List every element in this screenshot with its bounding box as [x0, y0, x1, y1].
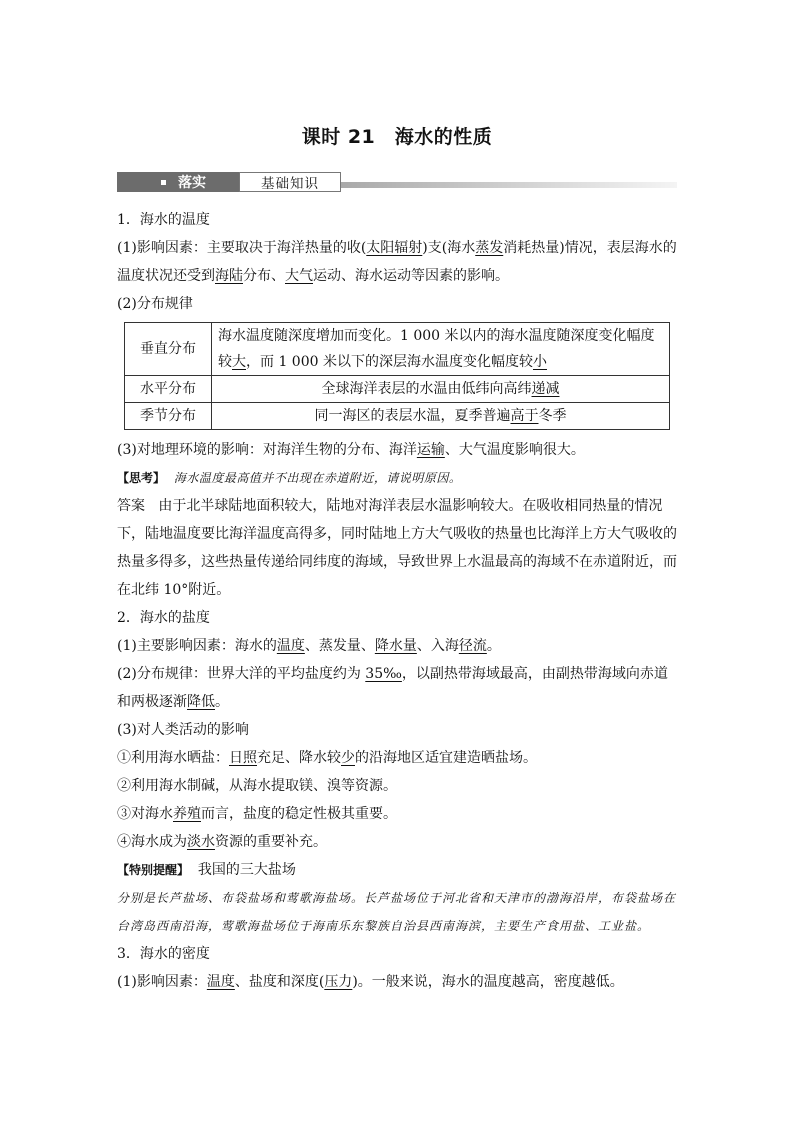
human-activity-heading: (3)对人类活动的影响	[117, 722, 249, 738]
think-question	[117, 464, 677, 492]
think-text: 海水温度最高值并不出现在赤道附近，请说明原因。	[173, 471, 462, 485]
text-segment: 全球海洋表层的水温由低纬向高纬	[321, 381, 532, 397]
answer-label: 答案	[117, 498, 145, 514]
text-segment: ，而 1 000 米以下的深层海水温度变化幅度较	[246, 354, 533, 370]
answer-blank: 养殖	[173, 806, 201, 822]
special-tip-heading	[117, 856, 677, 884]
answer-blank: 降低	[187, 694, 215, 710]
text-segment: (1)主要影响因素：海水的	[117, 638, 277, 654]
answer-blank: 压力	[324, 974, 353, 990]
banner-right-label: 基础知识	[239, 172, 341, 192]
answer-blank: 大气	[285, 268, 313, 284]
text-segment: 、蒸发量、	[304, 638, 375, 654]
think-label: 【思考】	[117, 471, 166, 485]
text-segment: 、大气温度影响很大。	[444, 442, 585, 458]
text-segment: (2)分布规律：世界大洋的平均盐度约为	[117, 666, 366, 682]
answer-blank: 小	[532, 354, 547, 370]
section-heading-density: 3．海水的密度	[117, 946, 210, 962]
answer-blank: 高于	[510, 408, 539, 424]
text-segment: 。	[486, 638, 501, 654]
section-banner	[117, 172, 677, 192]
text-segment: ③对海水	[117, 806, 173, 822]
text-segment: 同一海区的表层水温，夏季普遍	[314, 408, 511, 424]
tip-text: 分别是长芦盐场、布袋盐场和莺歌海盐场。长芦盐场位于河北省和天津市的渤海沿岸，布袋盐场在台湾岛西南沿海，莺歌海盐场位于海南乐东黎族自治县西南海滨，主要生产食用盐、工业盐。	[117, 891, 677, 933]
table-value-cell	[212, 376, 670, 403]
answer-blank: 运输	[416, 442, 445, 458]
section-heading-temperature: 1．海水的温度	[117, 212, 210, 228]
salinity-distribution	[117, 660, 677, 716]
answer-blank: 日照	[229, 750, 257, 766]
list-item	[117, 800, 677, 828]
square-icon	[161, 180, 166, 185]
text-segment: 的沿海地区适宜建造晒盐场。	[355, 750, 537, 766]
section-heading-salinity: 2．海水的盐度	[117, 610, 210, 626]
list-item	[117, 744, 677, 772]
distribution-heading: (2)分布规律	[117, 296, 193, 312]
page-title: 课时 21 海水的性质	[301, 126, 493, 148]
table-key-cell: 垂直分布	[125, 323, 212, 376]
answer-text: 由于北半球陆地面积较大，陆地对海洋表层水温影响较大。在吸收相同热量的情况下，陆地温度要比海洋温度高得多，同时陆地上方大气吸收的热量也比海洋上方大气吸收的热量多得多，这些热量传递给同纬度的海域，导致世界上水温最高的海域不在赤道附近，而在北纬 10°附近。	[117, 498, 677, 598]
tip-title: 我国的三大盐场	[197, 862, 296, 878]
answer-blank: 太阳辐射	[366, 240, 423, 256]
text-segment: 、入海	[416, 638, 459, 654]
text-segment: 消耗热量)情况，表层海水的温度状况还受到	[117, 240, 677, 284]
tip-label: 【特别提醒】	[117, 863, 190, 877]
table-key-cell: 水平分布	[125, 376, 212, 403]
answer-blank: 蒸发	[475, 240, 504, 256]
table-value-cell	[212, 323, 670, 376]
temperature-distribution-table	[124, 322, 670, 430]
answer-paragraph	[117, 492, 677, 604]
text-segment: 分布、	[243, 268, 285, 284]
document-body	[117, 206, 677, 996]
banner-tag-dark	[117, 172, 239, 192]
table-row	[125, 323, 670, 376]
text-segment: 、盐度和深度(	[234, 974, 325, 990]
text-segment: (3)对地理环境的影响：对海洋生物的分布、海洋	[117, 442, 417, 458]
answer-blank: 温度	[276, 638, 305, 654]
table-row	[125, 376, 670, 403]
answer-blank: 递减	[531, 381, 560, 397]
answer-blank: 大	[232, 354, 246, 370]
text-segment: 冬季	[538, 408, 567, 424]
text-segment: ④海水成为	[117, 834, 187, 850]
answer-blank: 35‰	[365, 666, 402, 682]
answer-blank: 径流	[458, 638, 487, 654]
text-segment: )支(海水	[422, 240, 476, 256]
list-item	[117, 828, 677, 856]
answer-blank: 降水量	[374, 638, 417, 654]
answer-blank: 海陆	[215, 268, 243, 284]
text-segment: (1)影响因素：	[117, 974, 207, 990]
density-factors	[117, 968, 677, 996]
text-segment: ①利用海水晒盐：	[117, 750, 229, 766]
temperature-impact	[117, 436, 677, 464]
answer-blank: 温度	[206, 974, 235, 990]
table-value-cell	[212, 403, 670, 430]
table-key-cell: 季节分布	[125, 403, 212, 430]
banner-left-label: 落实	[178, 175, 206, 191]
text-segment: 充足、降水较	[257, 750, 341, 766]
temperature-factors	[117, 234, 677, 290]
text-segment: (1)影响因素：主要取决于海洋热量的收(	[117, 240, 367, 256]
text-segment: ，以副热带海域最高，由副热带海域向赤道和两极逐渐	[117, 666, 668, 710]
text-segment: 海水温度随深度增加而变化。1 000 米以内的海水温度随深度变化幅度较	[218, 328, 655, 370]
list-item: ②利用海水制碱，从海水提取镁、溴等资源。	[117, 778, 397, 794]
answer-blank: 少	[341, 750, 355, 766]
text-segment: 而言，盐度的稳定性极其重要。	[201, 806, 397, 822]
table-row	[125, 403, 670, 430]
text-segment: )。一般来说，海水的温度越高，密度越低。	[352, 974, 624, 990]
salinity-factors	[117, 632, 677, 660]
answer-blank: 淡水	[187, 834, 215, 850]
text-segment: 运动、海水运动等因素的影响。	[313, 268, 509, 284]
text-segment: 。	[215, 694, 229, 710]
text-segment: 资源的重要补充。	[215, 834, 327, 850]
